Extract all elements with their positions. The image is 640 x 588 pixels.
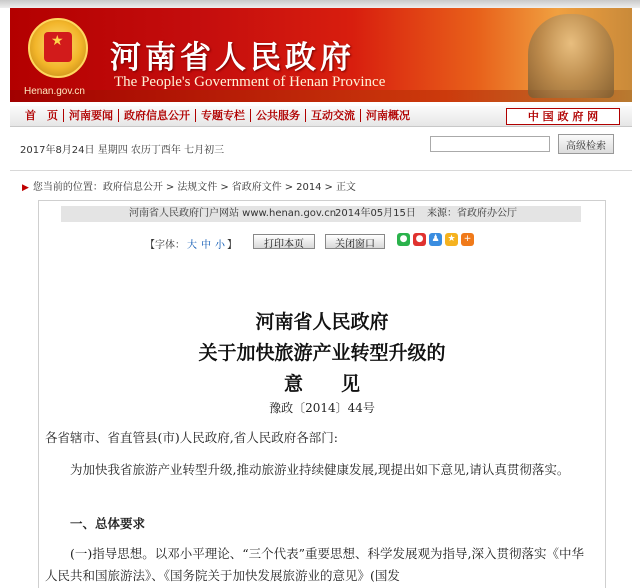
site-banner bbox=[10, 8, 632, 102]
search-input[interactable] bbox=[430, 136, 550, 152]
top-strip bbox=[0, 0, 640, 8]
breadcrumb-item-gov-info[interactable]: 政府信息公开 bbox=[102, 182, 163, 193]
section-heading-1: 一、总体要求 bbox=[45, 516, 146, 531]
doc-title-line3: 意 见 bbox=[283, 373, 360, 395]
breadcrumb-item-regulations[interactable]: 法规文件 bbox=[177, 182, 218, 193]
advanced-search-button[interactable]: 高级检索 bbox=[558, 134, 614, 154]
meta-origin: 来源：省政府办公厅 bbox=[427, 208, 517, 219]
doc-title-line1: 河南省人民政府 bbox=[255, 311, 389, 333]
intro-paragraph: 为加快我省旅游产业转型升级,推动旅游业持续健康发展,现提出如下意见,请认真贯彻落实。 bbox=[45, 462, 570, 477]
nav-item-henan-news[interactable]: 河南要闻 bbox=[64, 109, 119, 122]
nav-item-public-service[interactable]: 公共服务 bbox=[251, 109, 306, 122]
breadcrumb-item-year[interactable]: 2014 bbox=[296, 182, 322, 193]
qq-share-icon[interactable]: ♟ bbox=[429, 233, 442, 246]
main-nav bbox=[10, 106, 632, 127]
font-size-large[interactable]: 大 bbox=[187, 240, 197, 251]
print-button[interactable]: 打印本页 bbox=[253, 234, 315, 249]
font-size-medium[interactable]: 中 bbox=[201, 240, 211, 251]
site-title-cn: 河南省人民政府 bbox=[110, 40, 355, 76]
doc-number: 豫政〔2014〕44号 bbox=[269, 401, 375, 415]
nav-item-special-topics[interactable]: 专题专栏 bbox=[196, 109, 251, 122]
nav-item-gov-info[interactable]: 政府信息公开 bbox=[119, 109, 196, 122]
doc-title-line2: 关于加快旅游产业转型升级的 bbox=[198, 342, 446, 364]
nav-item-interaction[interactable]: 互动交流 bbox=[306, 109, 361, 122]
meta-date: 2014年05月15日 bbox=[335, 208, 416, 219]
nav-item-henan-overview[interactable]: 河南概况 bbox=[366, 109, 410, 122]
national-emblem-icon: ★ bbox=[28, 18, 88, 78]
site-title-en: The People's Government of Henan Province bbox=[114, 74, 386, 90]
nav-item-home[interactable]: 首 页 bbox=[20, 109, 64, 122]
wechat-share-icon[interactable]: ● bbox=[397, 233, 410, 246]
date-search-bar bbox=[10, 132, 632, 156]
breadcrumb: ▶ 您当前的位置：政府信息公开 > 法规文件 > 省政府文件 > 2014 > 正文 bbox=[22, 182, 356, 193]
china-gov-link[interactable]: 中 国 政 府 网 bbox=[506, 108, 620, 125]
breadcrumb-item-province-docs[interactable]: 省政府文件 bbox=[231, 182, 282, 193]
salutation: 各省辖市、省直管县(市)人民政府,省人民政府各部门: bbox=[45, 430, 338, 445]
buddha-statue-image bbox=[528, 14, 614, 98]
close-window-button[interactable]: 关闭窗口 bbox=[325, 234, 385, 249]
weibo-share-icon[interactable]: ● bbox=[413, 233, 426, 246]
font-size-switcher: 【字体： 大 中 小 】 bbox=[145, 240, 237, 251]
paragraph-1: (一)指导思想。以邓小平理论、“三个代表”重要思想、科学发展观为指导,深入贯彻落实《中华人民共和国旅游法》、《国务院关于加快发展旅游业的意见》(国发 bbox=[45, 546, 585, 583]
site-url: Henan.gov.cn bbox=[24, 86, 85, 97]
article-meta-bar bbox=[61, 206, 581, 222]
breadcrumb-prefix: 您当前的位置： bbox=[32, 182, 103, 193]
breadcrumb-arrow-icon: ▶ bbox=[22, 183, 29, 193]
meta-source-site: 河南省人民政府门户网站 www.henan.gov.cn bbox=[129, 208, 337, 219]
article-panel bbox=[38, 200, 606, 588]
article-toolbar bbox=[39, 233, 605, 253]
more-share-icon[interactable]: + bbox=[461, 233, 474, 246]
qzone-share-icon[interactable]: ★ bbox=[445, 233, 458, 246]
current-date: 2017年8月24日 星期四 农历丁酉年 七月初三 bbox=[20, 145, 225, 156]
font-size-small[interactable]: 小 bbox=[215, 240, 225, 251]
divider bbox=[10, 170, 632, 171]
breadcrumb-item-current: 正文 bbox=[335, 182, 356, 193]
